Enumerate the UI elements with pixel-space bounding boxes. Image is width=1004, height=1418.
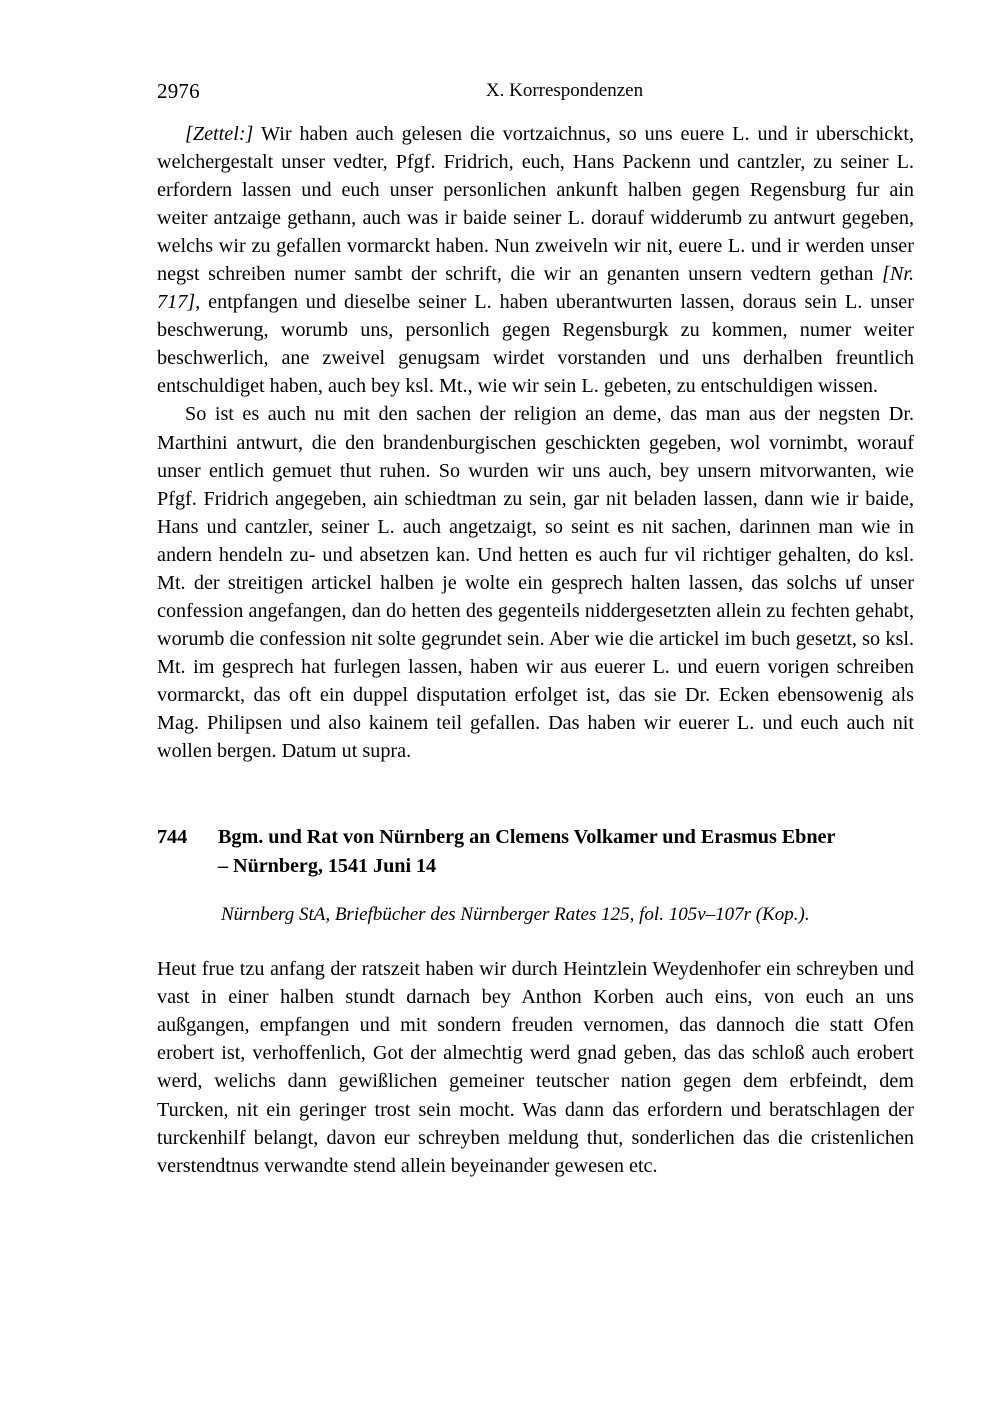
section-number: 744 — [157, 826, 188, 849]
paragraph-zettel — [157, 120, 914, 400]
running-header — [157, 78, 914, 104]
paragraph-letter-body: Heut frue tzu anfang der ratszeit haben wir durch Heintzlein Weydenhofer ein schreyben und vast in einer halben stundt darnach bey Anthon Korben auch eins, von euch an uns außgangen, empfangen und mit sondern freuden vernomen, das dannoch die statt Ofen erobert ist, verhoffenlich, Got der almechtig werd gnad geben, das das schloß auch erobert werd, welichs dann gewißlichen gemeiner teutscher nation gegen dem erbfeindt, dem Turcken, nit ein geringer trost sein mocht. Was dann das erfordern und beratschlagen der turckenhilf belangt, davon eur schreyben meldung thut, sonderlichen das die cristenlichen verstendtnus verwandte stend allein beyeinander gewesen etc. — [157, 958, 914, 1177]
text-body — [157, 120, 914, 1180]
archival-source-citation: Nürnberg StA, Briefbücher des Nürnberger Rates 125, fol. 105v–107r (Kop.). — [221, 904, 810, 926]
spacer-after-source — [157, 928, 914, 955]
zettel-text-after-reference: , entpfangen und dieselbe seiner L. haben uberantwurten lassen, doraus sein L. unser beschwerung, worumb uns, personlich gegen Regensburgk zu kommen, numer weiter beschwerlich, ane zweivel genugsam wirdet vorstanden und uns derhalben freuntlich entschuldiget haben, auch bey ksl. Mt., wie wir sein L. gebeten, zu entschuldigen wissen. — [157, 291, 914, 398]
page-number: 2976 — [157, 79, 200, 103]
cross-reference-nr-717: [Nr. 717] — [157, 263, 914, 314]
running-title: X. Korrespondenzen — [485, 80, 644, 101]
spacer-after-heading — [157, 880, 914, 902]
section-heading — [157, 823, 914, 880]
section-title-line-2: – Nürnberg, 1541 Juni 14 — [218, 854, 437, 877]
zettel-text-before-reference: Wir haben auch gelesen die vortzaichnus, so uns euere L. und ir uberschickt, welchergestalt unser vedter, Pfgf. Fridrich, euch, Hans Packenn und cantzler, zu seiner L. erfordern lassen und euch unser personlichen ankunft halben gegen Regensburg fur ain weiter antzaige gethann, auch was ir baide seiner L. dorauf widderumb zu antwurt gegeben, welchs wir zu gefallen vormarckt haben. Nun zweiveln wir nit, euere L. und ir werden unser negst schreiben numer sambt der schrift, die wir an genanten unsern vedtern gethan — [157, 123, 914, 286]
zettel-label: [Zettel:] — [185, 123, 254, 145]
section-title-line-1: Bgm. und Rat von Nürnberg an Clemens Volkamer und Erasmus Ebner — [218, 826, 836, 849]
paragraph-religion: So ist es auch nu mit den sachen der religion an deme, das man aus der negsten Dr. Marthini antwurt, die den brandenburgischen geschickten gegeben, wol vornimbt, worauf unser entlich gemuet thut ruhen. So wurden wir uns auch, bey unsern mitvorwanten, wie Pfgf. Fridrich angegeben, ain schiedtman zu sein, gar nit beladen lassen, dann wie ir baide, Hans und cantzler, seiner L. auch angetzaigt, so seint es nit sachen, darinnen man wie in andern hendeln zu- und absetzen kan. Und hetten es auch fur vil richtiger gehalten, do ksl. Mt. der streitigen artickel halben je wolte ein gesprech halten lassen, das solchs uf unser confession angefangen, dan do hetten des gegenteils niddergesetzten allein zu fechten gehabt, worumb die confession nit solte gegrundet sein. Aber wie die artickel im buch gesetzt, so ksl. Mt. im gesprech hat furlegen lassen, haben wir aus euerer L. und euern vorigen schreiben vormarckt, das oft ein duppel disputation erfolget ist, das sie Dr. Ecken ebensowenig als Mag. Philipsen und also kainem teil gefallen. Das haben wir euerer L. und euch auch nit wollen bergen. Datum ut supra. — [157, 403, 914, 763]
spacer-before-heading — [157, 765, 914, 823]
